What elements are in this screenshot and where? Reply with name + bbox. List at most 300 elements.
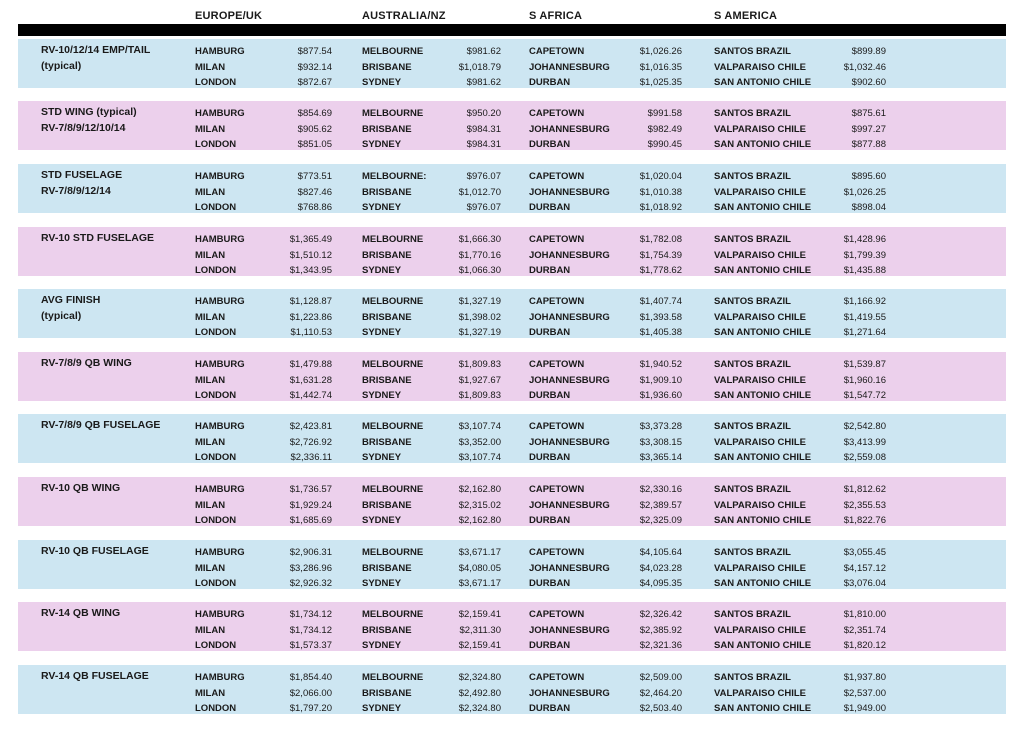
- price-value-europe: $905.62: [297, 124, 332, 135]
- price-value-australia: $2,159.41: [458, 609, 501, 620]
- price-value-australia: $984.31: [466, 124, 501, 135]
- product-block: [18, 665, 1006, 714]
- price-value-south-africa: $1,782.08: [639, 234, 682, 245]
- price-value-europe: $1,685.69: [289, 515, 332, 526]
- product-block: [18, 39, 1006, 88]
- city-name-south-africa: CAPETOWN: [529, 171, 585, 182]
- price-value-europe: $1,365.49: [289, 234, 332, 245]
- city-name-south-america: VALPARAISO CHILE: [714, 437, 807, 448]
- price-value-australia: $1,809.83: [458, 359, 501, 370]
- price-value-australia: $3,107.74: [458, 421, 501, 432]
- price-value-europe: $1,734.12: [289, 609, 332, 620]
- price-value-south-africa: $1,909.10: [639, 375, 682, 386]
- price-value-south-africa: $4,095.35: [639, 578, 682, 589]
- price-value-south-africa: $1,940.52: [639, 359, 682, 370]
- city-name-south-america: SAN ANTONIO CHILE: [714, 390, 812, 401]
- city-name-south-africa: CAPETOWN: [529, 359, 585, 370]
- header-divider-bar: [18, 24, 1006, 36]
- price-value-australia: $2,492.80: [458, 688, 501, 699]
- price-value-europe: $1,631.28: [289, 375, 332, 386]
- city-name-south-america: SANTOS BRAZIL: [714, 234, 791, 245]
- product-block: [18, 227, 1006, 276]
- city-name-australia: SYDNEY: [362, 139, 402, 150]
- city-name-south-america: SANTOS BRAZIL: [714, 359, 791, 370]
- price-value-south-america: $1,539.87: [843, 359, 886, 370]
- city-name-south-africa: DURBAN: [529, 640, 571, 651]
- price-value-south-africa: $1,010.38: [639, 187, 682, 198]
- product-title-line: RV-10 QB FUSELAGE: [41, 545, 149, 557]
- city-name-europe: HAMBURG: [195, 108, 245, 119]
- price-value-europe: $2,926.32: [289, 578, 332, 589]
- price-value-south-america: $898.04: [851, 202, 886, 213]
- price-value-south-africa: $3,365.14: [639, 452, 682, 463]
- price-value-europe: $2,336.11: [290, 452, 332, 463]
- city-name-south-africa: JOHANNESBURG: [529, 688, 610, 699]
- city-name-europe: HAMBURG: [195, 547, 245, 558]
- price-value-australia: $1,066.30: [458, 265, 501, 276]
- product-title-line: STD FUSELAGE: [41, 169, 123, 181]
- price-value-south-africa: $2,325.09: [639, 515, 682, 526]
- price-value-australia: $4,080.05: [458, 563, 501, 574]
- city-name-europe: MILAN: [195, 124, 226, 135]
- city-name-south-africa: CAPETOWN: [529, 46, 585, 57]
- price-value-europe: $2,066.00: [289, 688, 332, 699]
- city-name-south-africa: DURBAN: [529, 139, 571, 150]
- price-value-south-america: $1,810.00: [843, 609, 886, 620]
- city-name-south-america: SANTOS BRAZIL: [714, 484, 791, 495]
- city-name-europe: LONDON: [195, 640, 237, 651]
- price-value-australia: $3,671.17: [458, 578, 501, 589]
- city-name-europe: HAMBURG: [195, 359, 245, 370]
- city-name-australia: BRISBANE: [362, 250, 412, 261]
- city-name-south-africa: DURBAN: [529, 703, 571, 714]
- price-value-south-africa: $1,026.26: [639, 46, 682, 57]
- price-value-south-africa: $1,393.58: [639, 312, 682, 323]
- price-value-south-africa: $2,385.92: [639, 625, 682, 636]
- city-name-south-america: VALPARAISO CHILE: [714, 250, 807, 261]
- city-name-australia: BRISBANE: [362, 312, 412, 323]
- price-value-south-america: $2,559.08: [843, 452, 886, 463]
- city-name-south-america: SANTOS BRAZIL: [714, 672, 791, 683]
- product-title: [41, 168, 122, 199]
- price-value-europe: $1,573.37: [289, 640, 332, 651]
- city-name-europe: MILAN: [195, 312, 226, 323]
- price-value-australia: $1,327.19: [458, 327, 501, 338]
- price-value-south-america: $2,355.53: [843, 500, 886, 511]
- price-value-south-africa: $2,509.00: [639, 672, 682, 683]
- city-name-australia: BRISBANE: [362, 688, 412, 699]
- price-value-australia: $2,324.80: [458, 703, 501, 714]
- price-value-south-america: $875.61: [851, 108, 886, 119]
- city-name-australia: MELBOURNE: [362, 421, 424, 432]
- city-name-europe: MILAN: [195, 62, 226, 73]
- product-title-line: RV-14 QB WING: [41, 607, 121, 619]
- price-value-south-america: $3,413.99: [843, 437, 886, 448]
- city-name-south-america: SANTOS BRAZIL: [714, 421, 791, 432]
- city-name-europe: MILAN: [195, 688, 226, 699]
- city-name-australia: BRISBANE: [362, 500, 412, 511]
- city-name-europe: HAMBURG: [195, 421, 245, 432]
- price-value-south-america: $895.60: [851, 171, 886, 182]
- city-name-south-america: VALPARAISO CHILE: [714, 563, 807, 574]
- price-value-south-africa: $982.49: [647, 124, 682, 135]
- city-name-south-africa: CAPETOWN: [529, 234, 585, 245]
- product-title-line: RV-7/8/9/12/14: [41, 184, 111, 197]
- price-value-australia: $1,666.30: [458, 234, 501, 245]
- price-value-europe: $1,442.74: [289, 390, 332, 401]
- product-title-line: AVG FINISH: [41, 294, 101, 306]
- city-name-europe: LONDON: [195, 327, 237, 338]
- price-value-south-africa: $1,754.39: [639, 250, 682, 261]
- product-block: [18, 477, 1006, 526]
- price-value-south-africa: $2,503.40: [639, 703, 682, 714]
- price-value-australia: $2,159.41: [458, 640, 501, 651]
- city-name-australia: MELBOURNE: [362, 108, 424, 119]
- city-name-australia: BRISBANE: [362, 62, 412, 73]
- city-name-south-america: VALPARAISO CHILE: [714, 124, 807, 135]
- city-name-australia: BRISBANE: [362, 187, 412, 198]
- price-value-south-africa: $2,326.42: [639, 609, 682, 620]
- price-value-europe: $1,734.12: [289, 625, 332, 636]
- city-name-south-africa: DURBAN: [529, 202, 571, 213]
- city-name-europe: HAMBURG: [195, 234, 245, 245]
- city-name-south-america: VALPARAISO CHILE: [714, 187, 807, 198]
- price-value-south-america: $4,157.12: [843, 563, 886, 574]
- price-value-south-america: $1,026.25: [843, 187, 886, 198]
- city-name-south-africa: DURBAN: [529, 390, 571, 401]
- city-name-south-america: SANTOS BRAZIL: [714, 171, 791, 182]
- price-value-south-america: $3,055.45: [843, 547, 886, 558]
- price-value-south-africa: $1,407.74: [639, 296, 682, 307]
- price-value-europe: $773.51: [297, 171, 332, 182]
- city-name-australia: BRISBANE: [362, 625, 412, 636]
- price-value-south-africa: $1,020.04: [639, 171, 682, 182]
- city-name-australia: MELBOURNE: [362, 547, 424, 558]
- price-value-australia: $1,927.67: [458, 375, 501, 386]
- price-value-europe: $854.69: [297, 108, 332, 119]
- price-value-europe: $1,510.12: [289, 250, 332, 261]
- city-name-south-america: VALPARAISO CHILE: [714, 688, 807, 699]
- price-value-south-africa: $3,308.15: [639, 437, 682, 448]
- city-name-europe: HAMBURG: [195, 484, 245, 495]
- price-value-south-africa: $3,373.28: [639, 421, 682, 432]
- price-value-south-africa: $1,405.38: [639, 327, 682, 338]
- price-value-south-america: $1,960.16: [843, 375, 886, 386]
- city-name-australia: SYDNEY: [362, 703, 402, 714]
- price-value-south-america: $1,812.62: [843, 484, 886, 495]
- price-value-south-america: $1,419.55: [843, 312, 886, 323]
- city-name-australia: MELBOURNE:: [362, 171, 427, 182]
- price-value-australia: $1,327.19: [458, 296, 501, 307]
- city-name-south-america: SAN ANTONIO CHILE: [714, 703, 812, 714]
- city-name-south-africa: CAPETOWN: [529, 609, 585, 620]
- price-value-australia: $984.31: [466, 139, 501, 150]
- city-name-south-africa: JOHANNESBURG: [529, 312, 610, 323]
- price-value-south-africa: $4,023.28: [639, 563, 682, 574]
- price-value-europe: $1,854.40: [289, 672, 332, 683]
- price-value-australia: $981.62: [466, 77, 501, 88]
- price-value-south-america: $1,949.00: [843, 703, 886, 714]
- price-value-europe: $872.67: [297, 77, 332, 88]
- price-value-south-america: $2,537.00: [843, 688, 886, 699]
- product-title: [41, 293, 100, 324]
- price-value-europe: $1,797.20: [289, 703, 332, 714]
- price-value-europe: $1,110.53: [290, 327, 332, 338]
- price-value-south-america: $1,937.80: [843, 672, 886, 683]
- city-name-australia: SYDNEY: [362, 515, 402, 526]
- city-name-south-africa: DURBAN: [529, 452, 571, 463]
- price-value-australia: $1,012.70: [458, 187, 501, 198]
- city-name-south-africa: CAPETOWN: [529, 547, 585, 558]
- price-value-south-america: $1,435.88: [843, 265, 886, 276]
- product-block: [18, 602, 1006, 651]
- price-value-australia: $2,162.80: [458, 484, 501, 495]
- product-title-line: RV-14 QB FUSELAGE: [41, 670, 149, 682]
- city-name-south-africa: DURBAN: [529, 77, 571, 88]
- price-value-south-africa: $1,025.35: [639, 77, 682, 88]
- city-name-south-africa: DURBAN: [529, 578, 571, 589]
- price-value-australia: $3,671.17: [458, 547, 501, 558]
- city-name-south-africa: CAPETOWN: [529, 421, 585, 432]
- price-value-australia: $1,018.79: [458, 62, 501, 73]
- city-name-europe: LONDON: [195, 703, 237, 714]
- price-value-south-america: $2,542.80: [843, 421, 886, 432]
- price-value-south-america: $997.27: [851, 124, 886, 135]
- price-value-europe: $1,223.86: [289, 312, 332, 323]
- price-value-europe: $768.86: [297, 202, 332, 213]
- city-name-south-africa: JOHANNESBURG: [529, 375, 610, 386]
- city-name-south-africa: JOHANNESBURG: [529, 437, 610, 448]
- city-name-australia: SYDNEY: [362, 77, 402, 88]
- city-name-south-africa: JOHANNESBURG: [529, 187, 610, 198]
- city-name-australia: SYDNEY: [362, 327, 402, 338]
- city-name-europe: LONDON: [195, 515, 237, 526]
- price-value-south-america: $1,822.76: [843, 515, 886, 526]
- product-title-line: RV-7/8/9 QB FUSELAGE: [41, 419, 161, 431]
- product-title: [41, 43, 150, 74]
- city-name-europe: LONDON: [195, 139, 237, 150]
- city-name-south-africa: JOHANNESBURG: [529, 563, 610, 574]
- product-title-line: RV-10/12/14 EMP/TAIL: [41, 44, 151, 56]
- product-block: [18, 352, 1006, 401]
- price-value-australia: $3,107.74: [458, 452, 501, 463]
- city-name-south-america: VALPARAISO CHILE: [714, 500, 807, 511]
- product-title-line: (typical): [41, 309, 82, 322]
- price-value-south-africa: $1,016.35: [639, 62, 682, 73]
- city-name-south-america: SAN ANTONIO CHILE: [714, 452, 812, 463]
- city-name-europe: HAMBURG: [195, 609, 245, 620]
- city-name-south-africa: CAPETOWN: [529, 484, 585, 495]
- city-name-south-africa: JOHANNESBURG: [529, 124, 610, 135]
- city-name-australia: SYDNEY: [362, 578, 402, 589]
- city-name-south-america: SAN ANTONIO CHILE: [714, 578, 812, 589]
- product-title: [41, 544, 149, 560]
- city-name-australia: BRISBANE: [362, 124, 412, 135]
- price-value-south-america: $1,166.92: [843, 296, 886, 307]
- product-title: [41, 481, 120, 497]
- price-value-europe: $851.05: [297, 139, 332, 150]
- price-value-europe: $1,479.88: [289, 359, 332, 370]
- price-value-south-africa: $2,321.36: [639, 640, 682, 651]
- city-name-south-africa: DURBAN: [529, 515, 571, 526]
- price-value-australia: $2,162.80: [458, 515, 501, 526]
- city-name-south-africa: JOHANNESBURG: [529, 625, 610, 636]
- price-value-south-africa: $4,105.64: [639, 547, 682, 558]
- city-name-australia: MELBOURNE: [362, 484, 424, 495]
- product-title-line: RV-7/8/9/12/10/14: [41, 121, 126, 134]
- city-name-south-africa: JOHANNESBURG: [529, 250, 610, 261]
- price-value-europe: $3,286.96: [289, 563, 332, 574]
- city-name-australia: MELBOURNE: [362, 359, 424, 370]
- product-title: [41, 418, 160, 434]
- city-name-australia: BRISBANE: [362, 437, 412, 448]
- product-title-line: RV-10 QB WING: [41, 482, 121, 494]
- city-name-south-america: SANTOS BRAZIL: [714, 108, 791, 119]
- price-value-australia: $2,324.80: [458, 672, 501, 683]
- price-value-australia: $950.20: [466, 108, 501, 119]
- city-name-south-america: VALPARAISO CHILE: [714, 625, 807, 636]
- price-value-europe: $932.14: [297, 62, 332, 73]
- city-name-australia: BRISBANE: [362, 375, 412, 386]
- price-value-south-america: $899.89: [851, 46, 886, 57]
- price-value-south-africa: $1,936.60: [639, 390, 682, 401]
- city-name-europe: LONDON: [195, 202, 237, 213]
- city-name-south-america: SAN ANTONIO CHILE: [714, 515, 812, 526]
- region-header-australia: AUSTRALIA/NZ: [362, 10, 446, 22]
- price-value-south-america: $1,547.72: [843, 390, 886, 401]
- city-name-south-africa: JOHANNESBURG: [529, 62, 610, 73]
- price-value-australia: $2,311.30: [459, 625, 501, 636]
- city-name-australia: SYDNEY: [362, 640, 402, 651]
- city-name-europe: LONDON: [195, 452, 237, 463]
- product-block: [18, 164, 1006, 213]
- city-name-europe: HAMBURG: [195, 46, 245, 57]
- city-name-australia: SYDNEY: [362, 202, 402, 213]
- city-name-south-america: SAN ANTONIO CHILE: [714, 327, 812, 338]
- price-value-south-africa: $2,389.57: [639, 500, 682, 511]
- price-value-south-america: $3,076.04: [843, 578, 886, 589]
- city-name-south-africa: DURBAN: [529, 265, 571, 276]
- price-value-europe: $877.54: [297, 46, 332, 57]
- price-value-europe: $1,929.24: [289, 500, 332, 511]
- region-header-south-america: S AMERICA: [714, 10, 778, 22]
- price-value-europe: $1,736.57: [289, 484, 332, 495]
- product-title-line: (typical): [41, 59, 82, 72]
- city-name-australia: SYDNEY: [362, 390, 402, 401]
- city-name-australia: MELBOURNE: [362, 234, 424, 245]
- price-value-south-america: $1,799.39: [843, 250, 886, 261]
- price-value-australia: $3,352.00: [458, 437, 501, 448]
- city-name-europe: LONDON: [195, 265, 237, 276]
- city-name-south-america: VALPARAISO CHILE: [714, 312, 807, 323]
- city-name-australia: SYDNEY: [362, 265, 402, 276]
- price-value-south-africa: $2,330.16: [639, 484, 682, 495]
- price-value-europe: $1,128.87: [289, 296, 332, 307]
- price-value-australia: $1,809.83: [458, 390, 501, 401]
- city-name-south-america: SAN ANTONIO CHILE: [714, 139, 812, 150]
- city-name-south-america: SANTOS BRAZIL: [714, 296, 791, 307]
- product-title-line: STD WING (typical): [41, 106, 137, 118]
- city-name-south-america: SAN ANTONIO CHILE: [714, 77, 812, 88]
- city-name-europe: LONDON: [195, 390, 237, 401]
- price-value-south-africa: $1,778.62: [639, 265, 682, 276]
- city-name-europe: MILAN: [195, 375, 226, 386]
- product-title-line: RV-7/8/9 QB WING: [41, 357, 132, 369]
- price-value-south-america: $877.88: [851, 139, 886, 150]
- price-value-australia: $2,315.02: [458, 500, 501, 511]
- product-block: [18, 101, 1006, 150]
- city-name-south-africa: CAPETOWN: [529, 108, 585, 119]
- region-header-europe: EUROPE/UK: [195, 10, 263, 22]
- city-name-europe: HAMBURG: [195, 171, 245, 182]
- price-value-europe: $827.46: [297, 187, 332, 198]
- price-value-australia: $1,770.16: [458, 250, 501, 261]
- city-name-south-africa: JOHANNESBURG: [529, 500, 610, 511]
- city-name-south-america: SAN ANTONIO CHILE: [714, 202, 812, 213]
- city-name-australia: MELBOURNE: [362, 296, 424, 307]
- city-name-south-america: SAN ANTONIO CHILE: [714, 265, 812, 276]
- price-value-australia: $1,398.02: [458, 312, 501, 323]
- city-name-south-africa: DURBAN: [529, 327, 571, 338]
- product-title: [41, 231, 154, 247]
- price-value-south-africa: $990.45: [647, 139, 682, 150]
- price-value-south-africa: $2,464.20: [639, 688, 682, 699]
- price-value-europe: $1,343.95: [289, 265, 332, 276]
- city-name-south-america: SANTOS BRAZIL: [714, 46, 791, 57]
- city-name-europe: MILAN: [195, 563, 226, 574]
- region-header-south-africa: S AFRICA: [529, 10, 583, 22]
- price-value-europe: $2,726.92: [289, 437, 332, 448]
- city-name-europe: MILAN: [195, 250, 226, 261]
- product-block: [18, 289, 1006, 338]
- city-name-south-america: SANTOS BRAZIL: [714, 547, 791, 558]
- price-value-south-america: $1,428.96: [843, 234, 886, 245]
- price-value-australia: $981.62: [466, 46, 501, 57]
- city-name-australia: MELBOURNE: [362, 609, 424, 620]
- product-title: [41, 669, 149, 685]
- price-value-south-america: $1,271.64: [843, 327, 886, 338]
- city-name-europe: MILAN: [195, 437, 226, 448]
- price-value-australia: $976.07: [466, 171, 501, 182]
- price-value-south-africa: $991.58: [647, 108, 682, 119]
- price-value-south-america: $1,820.12: [843, 640, 886, 651]
- city-name-europe: HAMBURG: [195, 296, 245, 307]
- product-block: [18, 540, 1006, 589]
- city-name-europe: MILAN: [195, 187, 226, 198]
- city-name-europe: MILAN: [195, 500, 226, 511]
- city-name-australia: BRISBANE: [362, 563, 412, 574]
- city-name-australia: SYDNEY: [362, 452, 402, 463]
- city-name-europe: MILAN: [195, 625, 226, 636]
- city-name-south-america: VALPARAISO CHILE: [714, 375, 807, 386]
- city-name-south-africa: CAPETOWN: [529, 296, 585, 307]
- city-name-australia: MELBOURNE: [362, 672, 424, 683]
- city-name-south-africa: CAPETOWN: [529, 672, 585, 683]
- product-title: [41, 606, 120, 622]
- price-value-south-america: $902.60: [851, 77, 886, 88]
- city-name-south-america: SAN ANTONIO CHILE: [714, 640, 812, 651]
- product-block: [18, 414, 1006, 463]
- price-value-south-america: $1,032.46: [843, 62, 886, 73]
- price-value-europe: $2,423.81: [289, 421, 332, 432]
- price-value-south-america: $2,351.74: [843, 625, 886, 636]
- price-value-europe: $2,906.31: [289, 547, 332, 558]
- product-title-line: RV-10 STD FUSELAGE: [41, 232, 154, 244]
- city-name-europe: HAMBURG: [195, 672, 245, 683]
- product-title: [41, 356, 132, 372]
- city-name-south-america: SANTOS BRAZIL: [714, 609, 791, 620]
- city-name-europe: LONDON: [195, 77, 237, 88]
